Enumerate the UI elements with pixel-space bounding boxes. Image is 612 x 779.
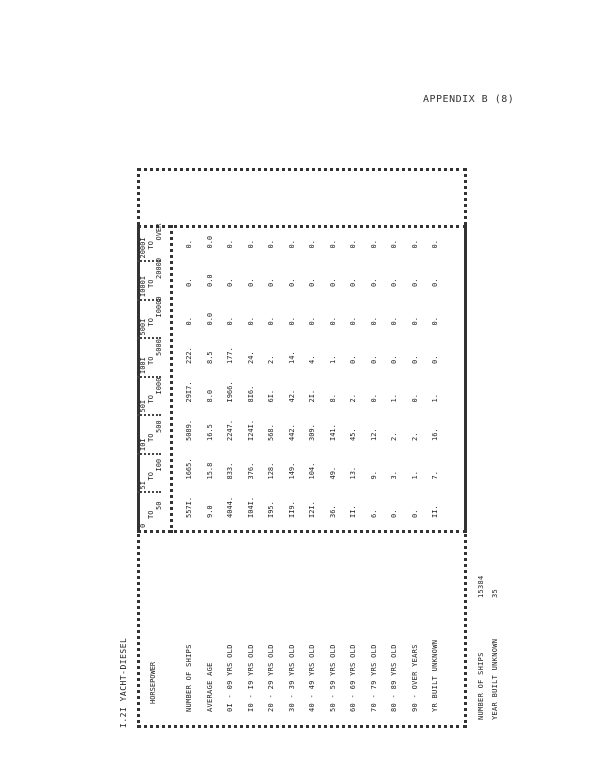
table-cell: 0. (246, 317, 255, 326)
data-dotted-frame (137, 225, 467, 533)
column-header-line: I000I (139, 275, 147, 297)
table-cell: 15.8 (205, 462, 214, 480)
column-header-line: 50I (139, 399, 147, 413)
row-label: 50 - 59 YRS OLD (328, 644, 337, 712)
table-cell: 0.0 (205, 312, 214, 326)
table-cell: 0. (431, 355, 439, 364)
table-cell: 0. (185, 240, 193, 249)
table-cell: II9. (287, 501, 296, 518)
table-cell: I41. (328, 424, 337, 441)
table-cell: 8I6. (246, 385, 255, 403)
table-cell: II. (349, 505, 357, 518)
table-cell: 1. (410, 471, 419, 480)
table-cell: 42. (287, 389, 296, 403)
table-cell: 2. (390, 432, 398, 441)
column-header-line: 0 (139, 523, 147, 528)
table-cell: 0. (185, 278, 193, 287)
table-cell: 568. (267, 424, 275, 441)
column-header-line: 5I (139, 481, 147, 490)
row-label: 40 - 49 YRS OLD (308, 644, 316, 712)
column-header-line: TO (147, 241, 155, 250)
column-separator (137, 338, 161, 340)
column-header-line: 2000I (139, 237, 147, 259)
column-header-line: 5000 (155, 339, 163, 356)
table-cell: I2I. (308, 501, 316, 518)
row-label: 60 - 69 YRS OLD (349, 644, 357, 712)
table-cell: 2247. (226, 419, 234, 441)
table-cell: 0. (369, 394, 378, 403)
table-cell: 13. (349, 466, 357, 480)
footer-value: 35 (491, 588, 499, 598)
table-cell: 0. (349, 278, 357, 287)
table-cell: 2I. (308, 389, 316, 403)
table-cell: 0. (390, 240, 398, 249)
table-cell: 0. (226, 278, 234, 287)
table-cell: 0. (246, 240, 255, 249)
table-cell: 0. (431, 317, 439, 326)
table-cell: 0. (410, 240, 419, 249)
column-separator (137, 376, 161, 378)
column-header-line: TO (147, 395, 155, 404)
column-header-line: TO (147, 433, 155, 442)
row-label: 0I - 09 YRS OLD (226, 644, 234, 712)
table-cell: 14. (287, 351, 296, 364)
table-title: I.2I YACHT-DIESEL (119, 637, 128, 728)
table-cell: 0. (267, 240, 275, 249)
table-cell: 8.5 (205, 351, 214, 364)
table-cell: 0. (390, 317, 398, 326)
footer-label: YEAR BUILT UNKNOWN (491, 638, 499, 720)
table-cell: 49. (328, 466, 337, 480)
row-label: AVERAGE AGE (205, 662, 214, 712)
table-cell: 0. (308, 317, 316, 326)
table-cell: 16.5 (205, 424, 214, 441)
table-cell: 4044. (226, 496, 234, 518)
column-separator (137, 453, 161, 455)
table-cell: 149. (287, 462, 296, 480)
table-cell: 222. (185, 347, 193, 364)
table-cell: 6I. (267, 389, 275, 403)
rotated-table-page (119, 108, 499, 728)
table-cell: 6. (369, 509, 378, 518)
table-cell: 177. (226, 347, 234, 364)
table-cell: 0. (410, 317, 419, 326)
column-separator (137, 492, 161, 494)
row-label: YR BUILT UNKNOWN (431, 639, 439, 712)
table-cell: 1. (431, 394, 439, 403)
footer-label: NUMBER OF SHIPS (477, 652, 485, 720)
table-cell: 0. (410, 394, 419, 403)
column-header-line: I00 (155, 458, 163, 472)
table-cell: 36. (328, 505, 337, 518)
table-cell: 0. (226, 240, 234, 249)
table-cell: 0. (287, 278, 296, 287)
table-cell: 0. (267, 317, 275, 326)
table-cell: II. (431, 505, 439, 518)
table-cell: 0.0 (205, 274, 214, 287)
column-header-line: TO (147, 510, 155, 519)
table-cell: 8. (328, 394, 337, 403)
table-cell: 0. (287, 317, 296, 326)
footer-value: 15384 (477, 575, 485, 598)
table-cell: 2. (349, 394, 357, 403)
row-label: 80 - 89 YRS OLD (390, 644, 398, 712)
table-cell: 16. (431, 428, 439, 441)
table-cell: 0. (431, 240, 439, 249)
table-cell: 833. (226, 462, 234, 480)
table-cell: 0. (369, 240, 378, 249)
table-cell: 1. (328, 355, 337, 364)
table-cell: 0. (390, 509, 398, 518)
table-cell: 0. (246, 278, 255, 287)
row-label: I0 - I9 YRS OLD (246, 644, 255, 712)
table-cell: 1665. (185, 458, 193, 480)
table-cell: 0. (328, 317, 337, 326)
table-cell: 5089. (185, 419, 193, 441)
table-cell: 45. (349, 428, 357, 441)
table-cell: 0. (267, 278, 275, 287)
table-cell: 8.0 (205, 389, 214, 403)
header-divider (170, 225, 173, 533)
column-header-line: TO (147, 279, 155, 288)
column-header-line: 20000 (155, 257, 163, 279)
column-header-line: TO (147, 356, 155, 365)
table-cell: 0. (431, 278, 439, 287)
column-separator (137, 261, 161, 263)
table-cell: 9. (369, 471, 378, 480)
row-label: 70 - 79 YRS OLD (369, 644, 378, 712)
column-header-line: I0I (139, 438, 147, 451)
table-cell: 0. (308, 240, 316, 249)
column-header-line: 50 (155, 501, 163, 510)
table-cell: 442. (287, 424, 296, 441)
table-cell: 0. (308, 278, 316, 287)
table-cell: 0. (328, 278, 337, 287)
table-cell: I966. (226, 381, 234, 403)
table-cell: I04I. (246, 496, 255, 518)
column-header-line: I00I (139, 357, 147, 374)
column-separator (137, 415, 161, 417)
table-cell: 2. (410, 432, 419, 441)
table-cell: I95. (267, 501, 275, 518)
row-label: 20 - 29 YRS OLD (267, 644, 275, 712)
table-cell: 0. (349, 355, 357, 364)
table-cell: 0. (410, 278, 419, 287)
table-cell: 0. (185, 317, 193, 326)
table-cell: I24I. (246, 419, 255, 441)
table-cell: 3. (390, 471, 398, 480)
table-cell: 309. (308, 424, 316, 441)
table-cell: 4. (308, 355, 316, 364)
table-cell: 24. (246, 351, 255, 364)
table-cell: 29I7. (185, 381, 193, 403)
table-cell: 557I. (185, 496, 193, 518)
column-separator (137, 299, 161, 301)
table-cell: 0. (226, 317, 234, 326)
column-header-line: 500 (155, 420, 163, 433)
table-cell: 0. (369, 317, 378, 326)
column-header-line: I000 (155, 377, 163, 395)
table-cell: 0.0 (205, 235, 214, 249)
row-label: 30 - 39 YRS OLD (287, 644, 296, 712)
table-cell: 0. (390, 278, 398, 287)
column-header-line: OVER (155, 223, 163, 241)
table-cell: 0. (287, 240, 296, 249)
table-cell: 0. (410, 509, 419, 518)
table-cell: 12. (369, 428, 378, 441)
table-cell: 0. (349, 317, 357, 326)
table-cell: 0. (369, 278, 378, 287)
column-header-line: TO (147, 472, 155, 481)
table-cell: 9.0 (205, 505, 214, 518)
table-cell: 1. (390, 394, 398, 403)
column-header-line: TO (147, 318, 155, 327)
horsepower-label: HORSEPOWER (149, 661, 157, 704)
table-cell: 0. (410, 355, 419, 364)
table-cell: 0. (328, 240, 337, 249)
row-label: NUMBER OF SHIPS (185, 644, 193, 712)
table-cell: 0. (349, 240, 357, 249)
table-cell: 0. (369, 355, 378, 364)
appendix-header: APPENDIX B (8) (423, 94, 515, 105)
column-header-line: 500I (139, 318, 147, 336)
table-cell: 2. (267, 355, 275, 364)
table-cell: 128. (267, 462, 275, 480)
table-cell: 376. (246, 462, 255, 480)
row-label: 90 - OVER YEARS (410, 644, 419, 712)
table-cell: 7. (431, 471, 439, 480)
table-cell: 0. (390, 355, 398, 364)
column-header-line: I0000 (155, 296, 163, 318)
table-cell: 104. (308, 462, 316, 480)
